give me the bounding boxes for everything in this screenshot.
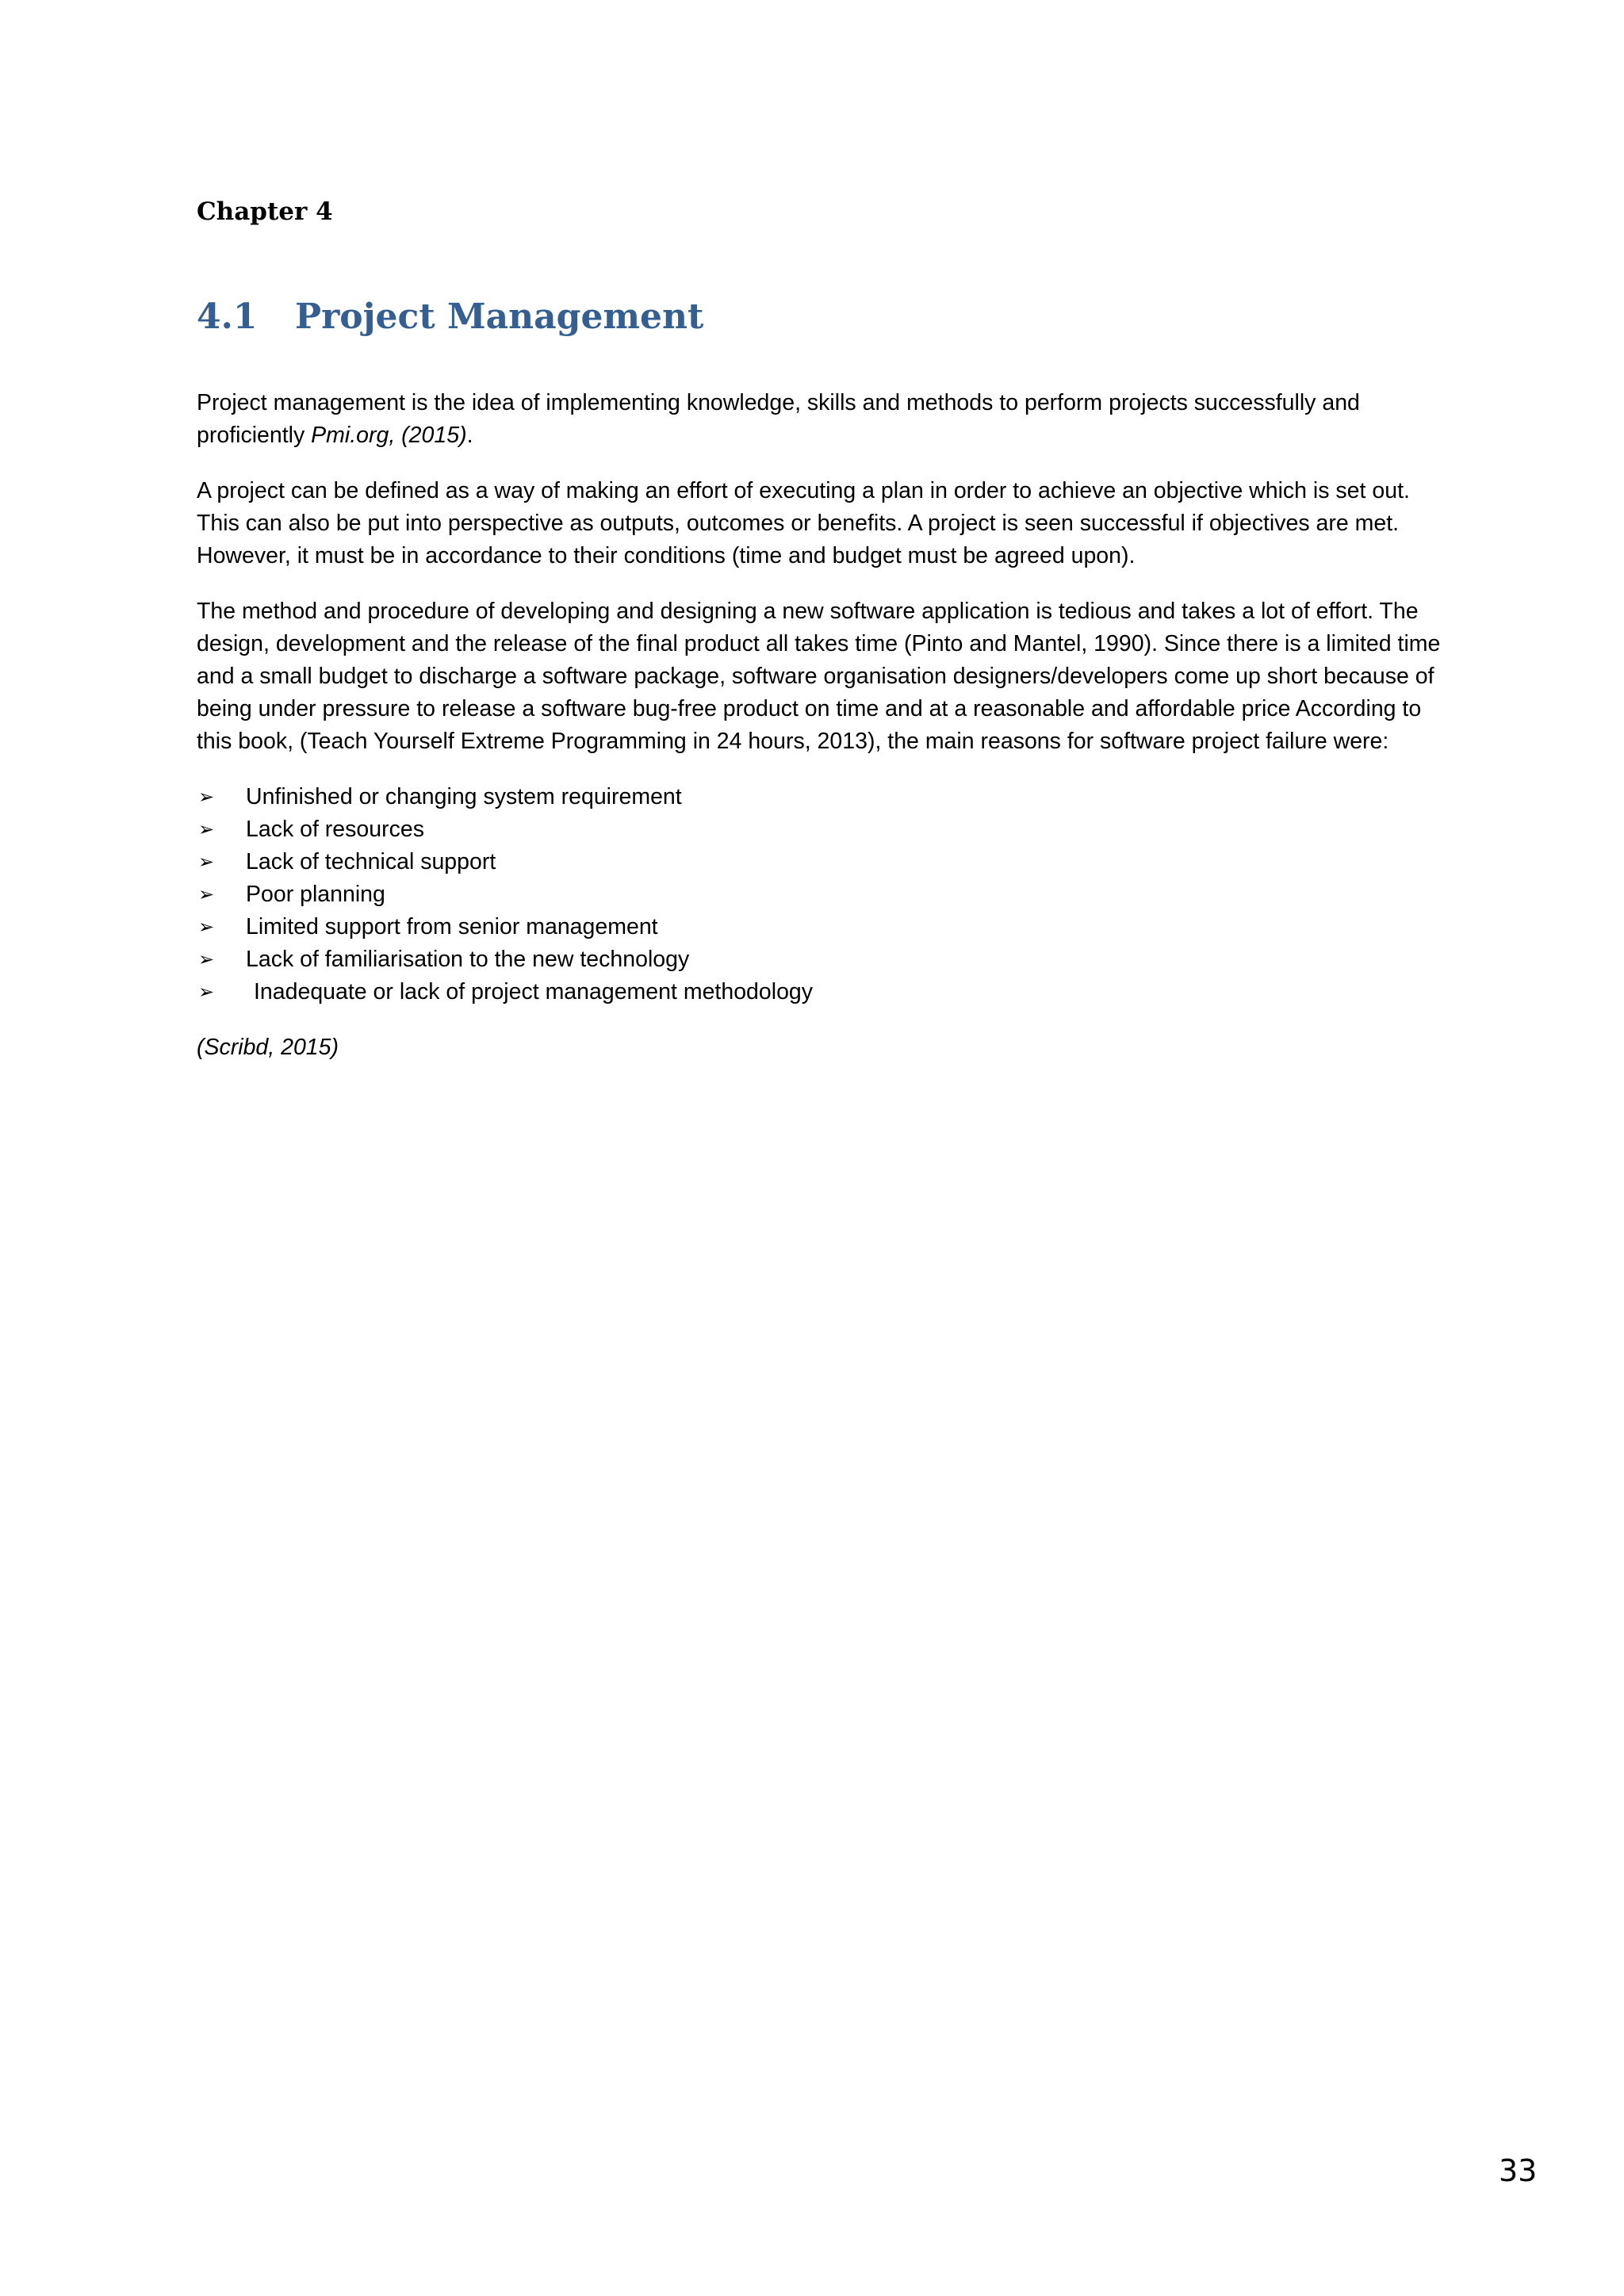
arrow-bullet-icon: ➢: [198, 851, 215, 873]
paragraph-1-end: .: [466, 423, 473, 448]
chapter-label: Chapter 4: [197, 197, 333, 226]
list-item: ➢ Lack of familiarisation to the new technology: [197, 943, 1450, 976]
arrow-bullet-icon: ➢: [198, 916, 215, 938]
arrow-bullet-icon: ➢: [198, 819, 215, 840]
arrow-bullet-icon: ➢: [198, 884, 215, 905]
arrow-bullet-icon: ➢: [198, 786, 215, 808]
arrow-bullet-icon: ➢: [198, 949, 215, 970]
list-item: ➢ Limited support from senior management: [197, 911, 1450, 943]
paragraph-3: The method and procedure of developing and designing a new software application is tedious and takes a lot of effort. The design, development and the release of the final product all takes time (Pinto and Mantel, 1990). Since there is a limited time and a small budget to discharge a software package, software organisation designers/developers come up short because of being under pressure to release a software bug-free product on time and at a reasonable and affordable price According to this book, (Teach Yourself Extreme Programming in 24 hours, 2013), the main reasons for software project failure were:: [197, 599, 1441, 754]
list-item: ➢ Inadequate or lack of project management methodology: [197, 976, 1450, 1008]
list-item: ➢ Poor planning: [197, 878, 1450, 911]
list-item: ➢ Lack of resources: [197, 813, 1450, 846]
arrow-bullet-icon: ➢: [198, 982, 215, 1003]
body-content: [197, 387, 1450, 1087]
list-item: ➢ Lack of technical support: [197, 846, 1450, 878]
section-title: Project Management: [295, 297, 704, 337]
paragraph-1: [197, 387, 1450, 452]
paragraph-1-text: Project management is the idea of implementing knowledge, skills and methods to perform projects successfully and proficiently: [197, 390, 1360, 448]
citation: (Scribd, 2015): [197, 1035, 339, 1060]
section-number: 4.1: [197, 297, 258, 337]
paragraph-2: A project can be defined as a way of making an effort of executing a plan in order to achieve an objective which is set out. This can also be put into perspective as outputs, outcomes or benefits. A project is seen successful if objectives are met. However, it must be in accordance to their conditions (time and budget must be agreed upon).: [197, 478, 1410, 568]
failure-reasons-list: [197, 781, 1450, 1008]
paragraph-1-reference: Pmi.org, (2015): [311, 423, 467, 448]
section-heading: [197, 295, 703, 339]
page-number: 33: [1499, 2153, 1538, 2188]
list-item: ➢ Unfinished or changing system requirement: [197, 781, 1450, 813]
